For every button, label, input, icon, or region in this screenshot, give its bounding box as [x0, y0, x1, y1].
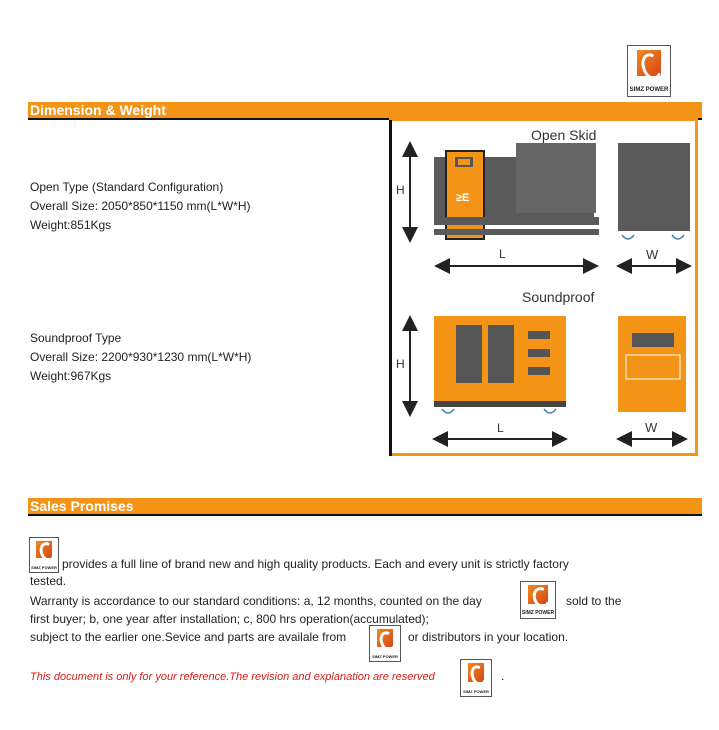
height-label-soundproof: H — [396, 357, 405, 371]
sales-paragraph-4b: or distributors in your location. — [408, 630, 569, 644]
logo-brand: SIMZ POWER — [463, 688, 489, 694]
logo-mark-icon — [36, 541, 52, 559]
logo-mark-icon — [468, 663, 485, 682]
length-label-soundproof: L — [497, 421, 504, 435]
logo-brand: SIMZ POWER — [31, 564, 57, 570]
soundproof-size: Overall Size: 2200*930*1230 mm(L*W*H) — [30, 350, 252, 364]
sales-paragraph-4a: subject to the earlier one.Sevice and parts are availale from — [30, 630, 347, 644]
logo-brand: SIMZ POWER — [521, 609, 555, 616]
inline-logo — [29, 537, 59, 573]
disclaimer-note: This document is only for your reference.The revision and explanation are reserved — [30, 671, 435, 683]
width-label-open: W — [646, 247, 659, 262]
inline-logo — [460, 659, 492, 697]
open-type-spec — [30, 178, 251, 235]
logo-mark-icon — [377, 629, 394, 647]
logo-mark-icon — [637, 50, 661, 76]
soundproof-spec — [30, 329, 251, 386]
generator-drawings — [392, 121, 695, 453]
disclaimer-end: . — [501, 669, 505, 683]
logo-mark-icon — [528, 585, 547, 604]
soundproof-title: Soundproof Type — [30, 331, 122, 345]
open-skid-label: Open Skid — [531, 127, 597, 143]
open-type-title: Open Type (Standard Configuration) — [30, 180, 224, 194]
sales-paragraph-2b: sold to the — [566, 594, 622, 608]
svg-text:≥E: ≥E — [456, 192, 470, 204]
length-label-open: L — [499, 247, 506, 261]
soundproof-front — [410, 316, 566, 439]
section-header-sales: Sales Promises — [28, 498, 702, 514]
width-label-soundproof: W — [645, 420, 658, 435]
open-type-weight: Weight:851Kgs — [30, 218, 112, 232]
sales-paragraph-1b: tested. — [30, 574, 67, 588]
inline-logo — [369, 625, 401, 662]
sales-paragraph-2a: Warranty is accordance to our standard conditions: a, 12 months, counted on the day — [30, 594, 482, 608]
section-header-dimension: Dimension & Weight — [28, 102, 702, 118]
soundproof-weight: Weight:967Kgs — [30, 369, 112, 383]
company-logo — [627, 45, 671, 97]
logo-brand: SIMZ POWER — [629, 87, 669, 93]
height-label-open: H — [396, 183, 405, 197]
open-type-size: Overall Size: 2050*850*1150 mm(L*W*H) — [30, 199, 251, 213]
logo-brand: SIMZ POWER — [372, 653, 398, 659]
inline-logo — [520, 581, 556, 619]
section-rule — [28, 514, 702, 516]
soundproof-label: Soundproof — [522, 289, 595, 305]
sales-paragraph-3: first buyer; b, one year after installation; c, 800 hrs operation(accumulated); — [30, 612, 429, 626]
sales-paragraph-1a: provides a full line of brand new and high quality products. Each and every unit is strictly factory — [62, 557, 569, 571]
